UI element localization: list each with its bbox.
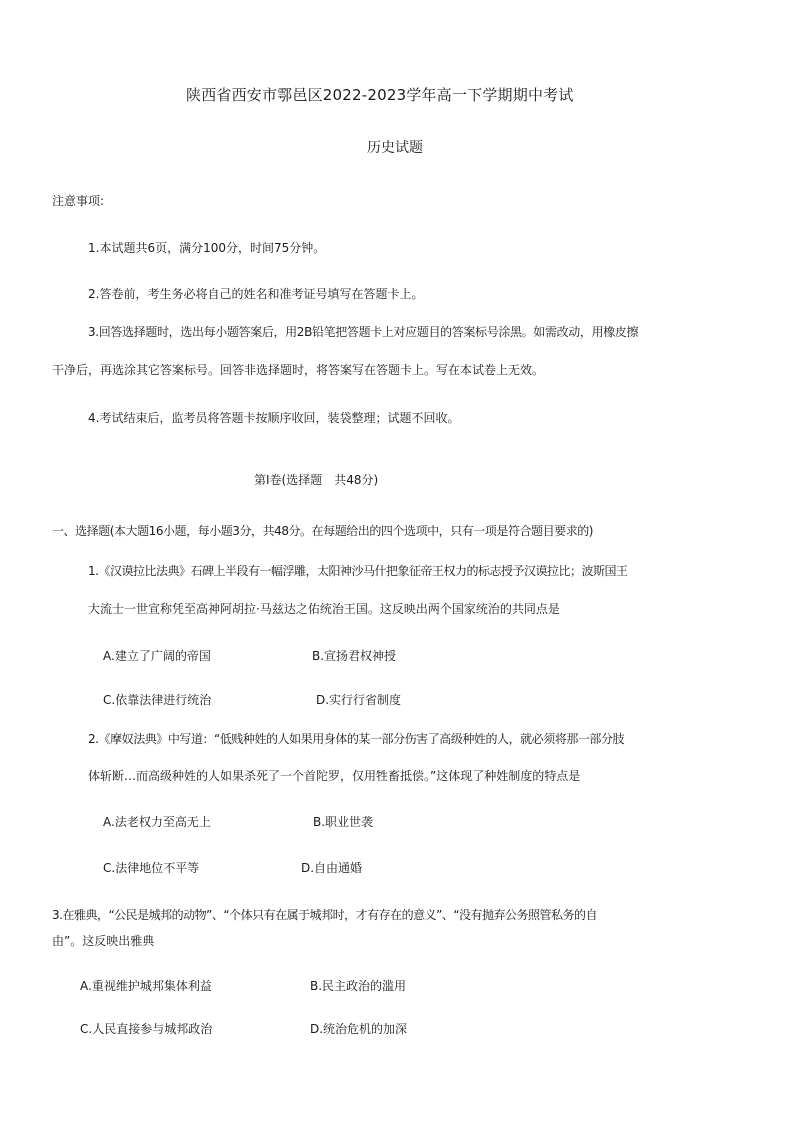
notice-item-2: 2.答卷前，考生务必将自己的姓名和准考证号填写在答题卡上。	[88, 287, 424, 301]
question-3-option-d: D.统治危机的加深	[310, 1022, 408, 1036]
question-2-stem-line-1: 2.《摩奴法典》中写道：“低贱种姓的人如果用身体的某一部分伤害了高级种姓的人，就必须将那一部分肢	[88, 732, 625, 746]
question-2-option-d: D.自由通婚	[301, 861, 363, 875]
question-3-option-b: B.民主政治的滥用	[310, 979, 407, 993]
page-title: 陕西省西安市鄠邑区2022-2023学年高一下学期期中考试	[186, 86, 574, 104]
section-heading: 一、选择题(本大题16小题，每小题3分，共48分。在每题给出的四个选项中，只有一项是符合题目要求的)	[52, 524, 594, 538]
notice-item-3-line-1: 3.回答选择题时，选出每小题答案后，用2B铅笔把答题卡上对应题目的答案标号涂黑。如需改动，用橡皮擦	[88, 325, 639, 339]
notice-item-1: 1.本试题共6页，满分100分，时间75分钟。	[88, 241, 326, 255]
question-2-stem-line-2: 体斩断…而高级种姓的人如果杀死了一个首陀罗，仅用牲畜抵偿。”这体现了种姓制度的特点是	[88, 769, 581, 783]
question-1-stem-line-1: 1.《汉谟拉比法典》石碑上半段有一幅浮雕，太阳神沙马什把象征帝王权力的标志授予汉谟拉比；波斯国王	[88, 564, 628, 578]
question-1-option-d: D.实行行省制度	[316, 693, 402, 707]
question-3-stem-line-1: 3.在雅典，“公民是城邦的动物”、“个体只有在属于城邦时，才有存在的意义”、“没有抛弃公务照管私务的自	[52, 908, 598, 922]
part1-heading: 第Ⅰ卷(选择题 共48分)	[254, 473, 379, 487]
notice-heading: 注意事项:	[52, 194, 105, 208]
question-1-option-c: C.依靠法律进行统治	[103, 693, 212, 707]
question-2-option-a: A.法老权力至高无上	[103, 815, 211, 829]
notice-item-4: 4.考试结束后，监考员将答题卡按顺序收回，装袋整理；试题不回收。	[88, 411, 460, 425]
question-1-option-b: B.宣扬君权神授	[312, 649, 397, 663]
question-3-option-a: A.重视维护城邦集体利益	[80, 979, 212, 993]
question-3-stem-line-2: 由”。这反映出雅典	[52, 934, 155, 948]
subject-title: 历史试题	[367, 140, 423, 156]
question-2-option-b: B.职业世袭	[313, 815, 374, 829]
question-1-stem-line-2: 大流士一世宣称凭至高神阿胡拉·马兹达之佑统治王国。这反映出两个国家统治的共同点是	[88, 602, 560, 616]
notice-item-3-line-2: 干净后，再选涂其它答案标号。回答非选择题时，将答案写在答题卡上。写在本试卷上无效。	[52, 363, 545, 377]
question-1-option-a: A.建立了广阔的帝国	[103, 649, 211, 663]
question-2-option-c: C.法律地位不平等	[103, 861, 200, 875]
question-3-option-c: C.人民直接参与城邦政治	[80, 1022, 213, 1036]
